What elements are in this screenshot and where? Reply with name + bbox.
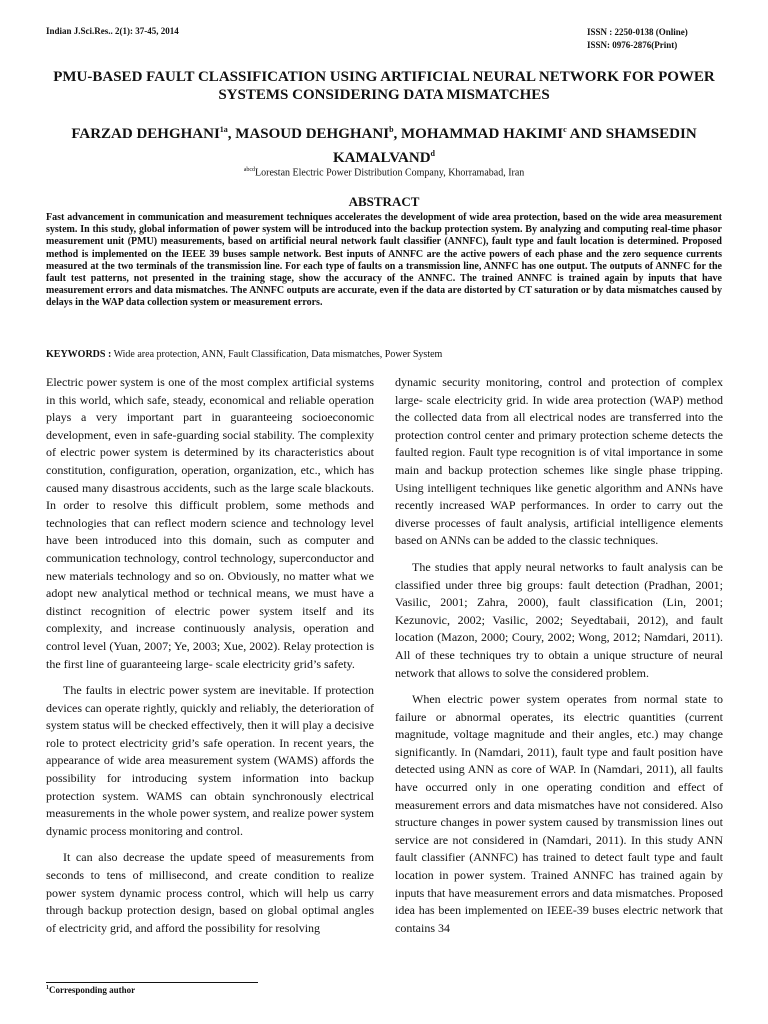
author-separator: ,	[393, 126, 402, 142]
author-name: MASOUD DEHGHANI	[235, 126, 390, 142]
abstract-text: Fast advancement in communication and measurement techniques accelerates the development of wide area protection, based on the wide area measurement system. In this study, global information of power system will be introduced into the backup protection system. By analyzing and computing real-time phasor measurement unit (PMU) measurements, based on artificial neural network fault classifier (ANNFC), fault type and fault location is determined. Proposed method is implemented on the IEEE 39 buses sample network. Best inputs of ANNFC are the active powers of each phase and the zero sequence currents measured at the two terminals of the transmission line. For each type of faults on a transmission line, ANNFC has one output. The outputs of ANNFC for the fault test patterns, not presented in the training stage, show the accuracy of the ANNFC. The trained ANNFC is trained again by inputs that have measurement errors and data mismatches. The ANNFC outputs are accurate, even if the data are distorted by CT saturation or by data mismatches caused by delays in the WAP data collection system or measurement errors.	[46, 212, 722, 309]
issn-print: ISSN: 0976-2876(Print)	[587, 40, 678, 50]
body-paragraph: The studies that apply neural networks to fault analysis can be classified under three big groups: fault detection (Pradhan, 2001; Vasilic, 2001; Zahra, 2000), fault classification (Lin, 2001; Kezunovic, 2002; Vasilic, 2002; Seyedtabaii, 2012), and fault location (Mazon, 2000; Coury, 2002; Wong, 2012; Namdari, 2011). All of these techniques try to obtain a unique structure of neural network that allows to solve the considered problem.	[395, 559, 723, 680]
author-superscript: d	[430, 149, 435, 158]
footnote-superscript: 1	[46, 985, 49, 991]
author-superscript: c	[563, 125, 567, 134]
body-paragraph: dynamic security monitoring, control and protection of complex large- scale electricity grid. In wide area protection (WAP) method the collected data from all electrical nodes are transferred into the protection control center and primary protection scheme detects the faulted region. Fault type recognition is of vital importance in some main and backup protection schemes like single phase tripping. Using intelligent techniques like genetic algorithm and ANNs have recently increased WAP performances. In order to carry out the diverse processes of fault analysis, artificial intelligence elements based on ANNs can be added to the classic techniques.	[395, 375, 723, 548]
paper-title	[40, 68, 728, 104]
author-list	[70, 120, 698, 168]
affiliation	[40, 167, 728, 178]
author-superscript: 1a	[219, 125, 228, 134]
title-line-1: PMU-BASED FAULT CLASSIFICATION USING ARTIFICIAL NEURAL NETWORK FOR POWER	[53, 69, 715, 85]
author-name: KAMALVAND	[333, 150, 431, 166]
author-name: FARZAD DEHGHANI	[71, 126, 220, 142]
affiliation-text: Lorestan Electric Power Distribution Company, Khorramabad, Iran	[255, 167, 525, 179]
author-separator: ,	[227, 126, 236, 142]
footnote	[46, 985, 135, 995]
body-column-left	[46, 374, 374, 946]
author-name: MOHAMMAD HAKIMI	[401, 126, 564, 142]
body-paragraph: The faults in electric power system are inevitable. If protection devices can operate rightly, quickly and reliably, the deterioration of system status will be checked effectively, then it will play a decisive role to protect electricity grid’s safe operation. In recent years, the appearance of wide area measurement system (WAMS) affords the possibility for introducing system information into backup protection system. WAMS can obtain synchronously electrical measurements in the whole power system, and realize power system dynamic process monitoring and control.	[46, 683, 374, 838]
issn-online: ISSN : 2250-0138 (Online)	[587, 27, 688, 37]
body-paragraph: It can also decrease the update speed of measurements from seconds to tens of millisecond, and create condition to realize power system dynamic process control, which will help us carry through backup protection design, based on global optimal angles of electricity grid, and afford the possibility for resolving	[46, 850, 374, 935]
title-line-2: SYSTEMS CONSIDERING DATA MISMATCHES	[218, 87, 550, 103]
affiliation-superscript: abcd	[243, 167, 256, 173]
keywords-label: KEYWORDS :	[46, 349, 112, 360]
body-paragraph: Electric power system is one of the most complex artificial systems in this world, which safe, steady, economical and reliable operation plays a very important part in guaranteeing socioeconomic development, even in safe-guarding social stability. The complexity of electric power system is determined by its characteristics about constitution, configuration, operation, organization, etc., which has caused many disastrous accidents, such as the large scale blackouts. In order to resolve this difficult problem, some methods and technologies that can reflect modern science and technology level have been introduced into this domain, such as computer and communication technology, control technology, superconductor and new materials technology and so on. Obviously, no matter what we adopt new analytical method or technical means, we must have a distinct recognition of electric power system itself and its complexity, and increase continuously analysis, operation and control level (Yuan, 2007; Ye, 2003; Xue, 2002). Relay protection is the first line of guaranteeing large- scale electricity grid’s safety.	[46, 375, 374, 671]
body-column-right	[395, 374, 723, 946]
footnote-text: Corresponding author	[49, 985, 136, 995]
keywords-line	[46, 349, 722, 360]
issn-block	[587, 26, 688, 52]
author-separator: AND SHAMSEDIN	[566, 126, 697, 142]
journal-citation: Indian J.Sci.Res.. 2(1): 37-45, 2014	[46, 26, 179, 36]
body-paragraph: When electric power system operates from normal state to failure or abnormal operates, its electric quantities (current magnitude, voltage magnitude and their angles, etc.) may change significantly. In (Namdari, 2011), fault type and fault position have detected using ANN as core of WAP. In (Namdari, 2011), all faults have occurred only in one operating condition and effect of measurement errors and data mismatches have not considered. Also structure changes in power system caused by transmission lines out service are not considered in (Namdari, 2011). In this study ANN fault classifier (ANNFC) has trained to detect fault type and fault location in power system. Trained ANNFC has trained again by inputs that have measurement errors and data mismatches. Proposed idea has been implemented on IEEE-39 buses electric network that contains 34	[395, 692, 723, 935]
keywords-text: Wide area protection, ANN, Fault Classification, Data mismatches, Power System	[111, 349, 443, 360]
author-superscript: b	[389, 125, 394, 134]
footnote-divider	[46, 982, 258, 983]
abstract-heading: ABSTRACT	[348, 194, 420, 209]
